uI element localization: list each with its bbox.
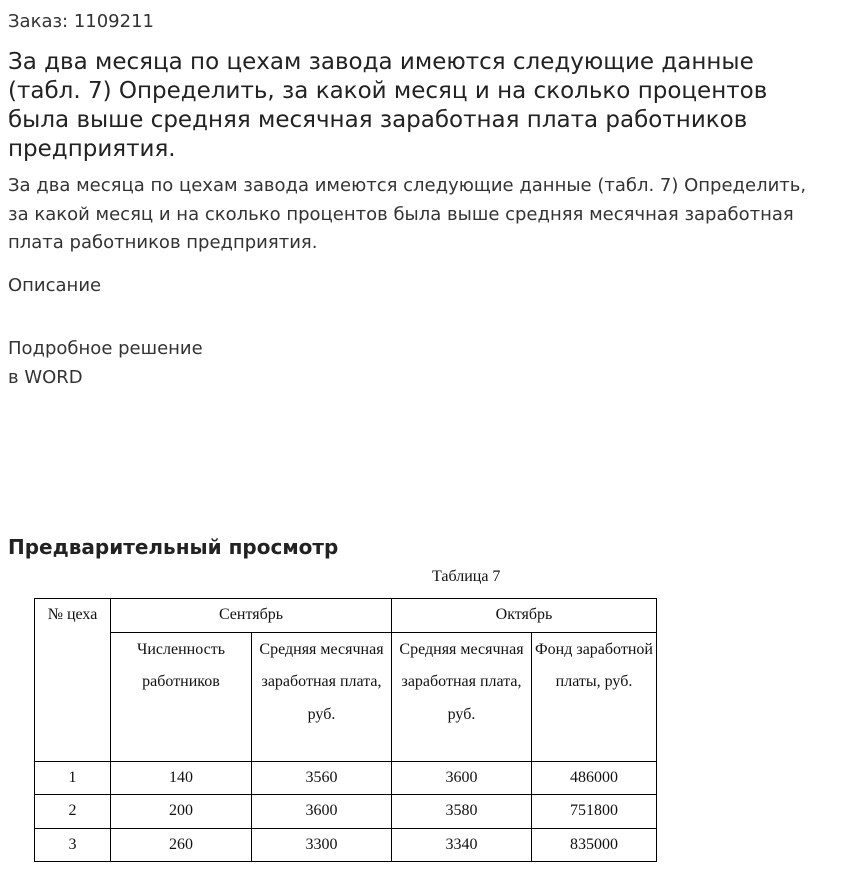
description-text	[8, 334, 203, 392]
table-row	[35, 761, 657, 795]
cell-avg-wage-october: 3580	[392, 795, 532, 829]
table-caption: Таблица 7	[432, 568, 501, 585]
cell-avg-wage-october: 3340	[392, 828, 532, 862]
cell-avg-wage-september: 3300	[252, 828, 392, 862]
cell-avg-wage-september: 3600	[252, 795, 392, 829]
cell-workers: 140	[111, 761, 252, 795]
cell-avg-wage-september: 3560	[252, 761, 392, 795]
cell-wage-fund: 486000	[532, 761, 657, 795]
header-september: Сентябрь	[111, 599, 392, 633]
subheader-avg-wage-october: Средняя месячная заработная плата, руб.	[392, 632, 532, 761]
task-title: За два месяца по цехам завода имеются следующие данные (табл. 7) Определить, за какой месяц и на сколько процентов была выше средняя месячная заработная плата работников предприятия.	[8, 49, 768, 162]
page-bottom-edge	[0, 862, 847, 873]
cell-workers: 260	[111, 828, 252, 862]
cell-wage-fund: 751800	[532, 795, 657, 829]
table-row	[35, 795, 657, 829]
cell-wage-fund: 835000	[532, 828, 657, 862]
description-label: Описание	[8, 275, 102, 296]
order-number: Заказ: 1109211	[8, 11, 154, 32]
header-shop-number: № цеха	[35, 599, 111, 762]
cell-shop: 2	[35, 795, 111, 829]
description-line-2: в WORD	[8, 367, 83, 388]
task-description: За два месяца по цехам завода имеются следующие данные (табл. 7) Определить, за какой месяц и на сколько процентов была выше средняя месячная заработная плата работников предприятия.	[8, 175, 807, 253]
cell-workers: 200	[111, 795, 252, 829]
table-header-row	[35, 599, 657, 633]
preview-heading: Предварительный просмотр	[8, 535, 339, 559]
description-line-1: Подробное решение	[8, 338, 203, 359]
cell-avg-wage-october: 3600	[392, 761, 532, 795]
cell-shop: 3	[35, 828, 111, 862]
table-row	[35, 828, 657, 862]
header-october: Октябрь	[392, 599, 657, 633]
data-table	[34, 598, 657, 862]
subheader-avg-wage-september: Средняя месячная заработная плата, руб.	[252, 632, 392, 761]
subheader-workers: Численность работников	[111, 632, 252, 761]
table-subheader-row	[35, 632, 657, 761]
subheader-wage-fund: Фонд заработной платы, руб.	[532, 632, 657, 761]
cell-shop: 1	[35, 761, 111, 795]
